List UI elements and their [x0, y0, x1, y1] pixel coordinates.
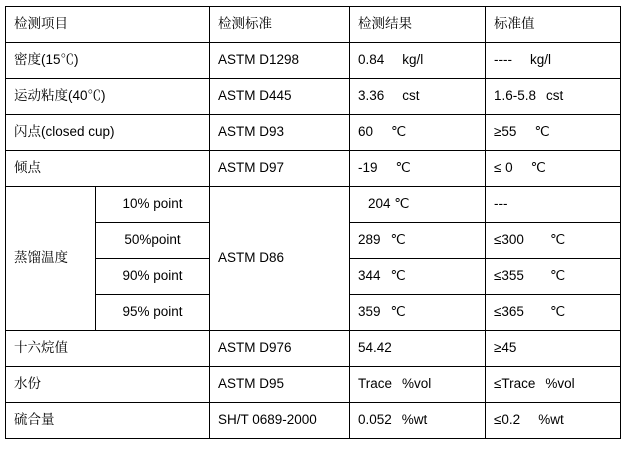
spec-value-group [486, 266, 620, 287]
spec-value-group [486, 122, 620, 143]
row-result-cell [350, 295, 486, 331]
result-unit: kg/l [402, 52, 424, 68]
row-result-cell [350, 43, 486, 79]
distillation-group-label: 蒸馏温度 [14, 250, 68, 266]
row-value-cell [486, 115, 621, 151]
table-row [6, 367, 621, 403]
distillation-standard-cell [210, 187, 350, 331]
header-cell-item [6, 7, 210, 43]
header-item-label: 检测项目 [14, 16, 68, 32]
row-item-cell [6, 79, 210, 115]
standard-label: ASTM D976 [218, 340, 292, 356]
result-value-group [350, 230, 485, 251]
row-result-cell [350, 367, 486, 403]
spec-value: ---- [494, 52, 512, 68]
row-standard-cell [210, 151, 350, 187]
row-result-cell [350, 331, 486, 367]
header-value-label: 标准值 [494, 16, 535, 32]
table-row [6, 115, 621, 151]
row-item-cell [6, 43, 210, 79]
result-value: Trace [358, 376, 393, 392]
distillation-point-cell [96, 187, 210, 223]
item-label: 运动粘度(40℃) [14, 88, 106, 104]
row-value-cell [486, 43, 621, 79]
result-value: 0.84 [358, 52, 385, 68]
item-label: 硫合量 [14, 412, 55, 428]
row-value-cell [486, 403, 621, 439]
row-standard-cell [210, 115, 350, 151]
spec-value: ≥45 [494, 340, 517, 356]
item-label: 十六烷值 [14, 340, 68, 356]
row-value-cell [486, 367, 621, 403]
header-standard-label: 检测标准 [218, 16, 272, 32]
result-unit: ℃ [391, 124, 407, 140]
spec-unit: ℃ [549, 304, 566, 320]
spec-value-group [486, 194, 620, 215]
distillation-point-label: 10% point [122, 196, 183, 212]
row-value-cell [486, 295, 621, 331]
row-standard-cell [210, 403, 350, 439]
table-header-row [6, 7, 621, 43]
row-standard-cell [210, 331, 350, 367]
result-value-group [350, 374, 485, 395]
table-row [6, 187, 621, 223]
spec-value: --- [494, 196, 508, 212]
item-label: 闪点(closed cup) [14, 124, 115, 140]
spec-value: ≤300 [494, 232, 524, 248]
result-value: 359 [358, 304, 381, 320]
spec-value-group [486, 158, 620, 179]
result-value-group [350, 158, 485, 179]
item-label: 密度(15℃) [14, 52, 79, 68]
row-item-cell [6, 115, 210, 151]
table-row [6, 403, 621, 439]
row-value-cell [486, 151, 621, 187]
standard-label: ASTM D86 [218, 250, 285, 266]
spec-value: ≤355 [494, 268, 524, 284]
row-item-cell [6, 367, 210, 403]
spec-unit: ℃ [549, 232, 566, 248]
result-value: 204 ℃ [368, 196, 410, 212]
result-value: 3.36 [358, 88, 385, 104]
result-value-group [350, 266, 485, 287]
item-label: 倾点 [14, 160, 41, 176]
row-value-cell [486, 79, 621, 115]
result-value-group [350, 410, 485, 431]
table-row [6, 151, 621, 187]
row-result-cell [350, 79, 486, 115]
row-item-cell [6, 331, 210, 367]
spec-value-group [486, 230, 620, 251]
spec-unit: ℃ [534, 124, 550, 140]
spec-value: ≤Trace [494, 376, 536, 392]
header-cell-value [486, 7, 621, 43]
result-value: 54.42 [358, 340, 392, 356]
row-value-cell [486, 259, 621, 295]
row-standard-cell [210, 43, 350, 79]
distillation-point-cell [96, 259, 210, 295]
spec-value: ≤365 [494, 304, 524, 320]
row-result-cell [350, 259, 486, 295]
row-result-cell [350, 151, 486, 187]
spec-unit: %vol [545, 376, 575, 392]
row-item-cell [6, 403, 210, 439]
result-value-group [350, 194, 485, 215]
spec-value-group [486, 302, 620, 323]
standard-label: ASTM D445 [218, 88, 292, 104]
row-result-cell [350, 223, 486, 259]
spec-value: ≤ 0 [494, 160, 513, 176]
result-unit: %vol [402, 376, 432, 392]
distillation-group-cell [6, 187, 96, 331]
spec-unit: cst [546, 88, 564, 104]
header-cell-standard [210, 7, 350, 43]
table-row [6, 43, 621, 79]
result-value-group [350, 86, 485, 107]
row-value-cell [486, 187, 621, 223]
row-result-cell [350, 403, 486, 439]
test-report-table [5, 6, 621, 439]
spec-unit: %wt [538, 412, 564, 428]
result-unit: ℃ [390, 268, 406, 284]
result-value-group [350, 302, 485, 323]
row-standard-cell [210, 367, 350, 403]
result-unit: cst [402, 88, 420, 104]
item-label: 水份 [14, 376, 41, 392]
header-result-label: 检测结果 [358, 16, 412, 32]
standard-label: SH/T 0689-2000 [218, 412, 317, 428]
spec-value: ≥55 [494, 124, 517, 140]
spec-value-group [486, 338, 620, 359]
standard-label: ASTM D93 [218, 124, 285, 140]
row-item-cell [6, 151, 210, 187]
distillation-point-cell [96, 295, 210, 331]
header-cell-result [350, 7, 486, 43]
spec-value: ≤0.2 [494, 412, 521, 428]
table-row [6, 331, 621, 367]
distillation-point-label: 90% point [122, 268, 183, 284]
spec-unit: ℃ [530, 160, 546, 176]
spec-unit: kg/l [529, 52, 551, 68]
row-standard-cell [210, 79, 350, 115]
result-value-group [350, 338, 485, 359]
distillation-point-label: 95% point [122, 304, 183, 320]
table-row [6, 79, 621, 115]
spec-value-group [486, 50, 620, 71]
spec-value: 1.6-5.8 [494, 88, 537, 104]
result-unit: ℃ [390, 232, 406, 248]
spec-value-group [486, 374, 620, 395]
result-unit: ℃ [395, 160, 411, 176]
result-unit: ℃ [390, 304, 406, 320]
spec-unit: ℃ [549, 268, 566, 284]
standard-label: ASTM D1298 [218, 52, 300, 68]
result-unit: %wt [401, 412, 428, 428]
row-result-cell [350, 187, 486, 223]
result-value: 0.052 [358, 412, 392, 428]
standard-label: ASTM D95 [218, 376, 285, 392]
result-value: -19 [358, 160, 378, 176]
spec-value-group [486, 410, 620, 431]
result-value: 344 [358, 268, 381, 284]
row-result-cell [350, 115, 486, 151]
spec-value-group [486, 86, 620, 107]
result-value-group [350, 50, 485, 71]
standard-label: ASTM D97 [218, 160, 285, 176]
distillation-point-label: 50%point [124, 232, 181, 248]
distillation-point-cell [96, 223, 210, 259]
result-value: 289 [358, 232, 381, 248]
result-value-group [350, 122, 485, 143]
row-value-cell [486, 331, 621, 367]
row-value-cell [486, 223, 621, 259]
result-value: 60 [358, 124, 374, 140]
